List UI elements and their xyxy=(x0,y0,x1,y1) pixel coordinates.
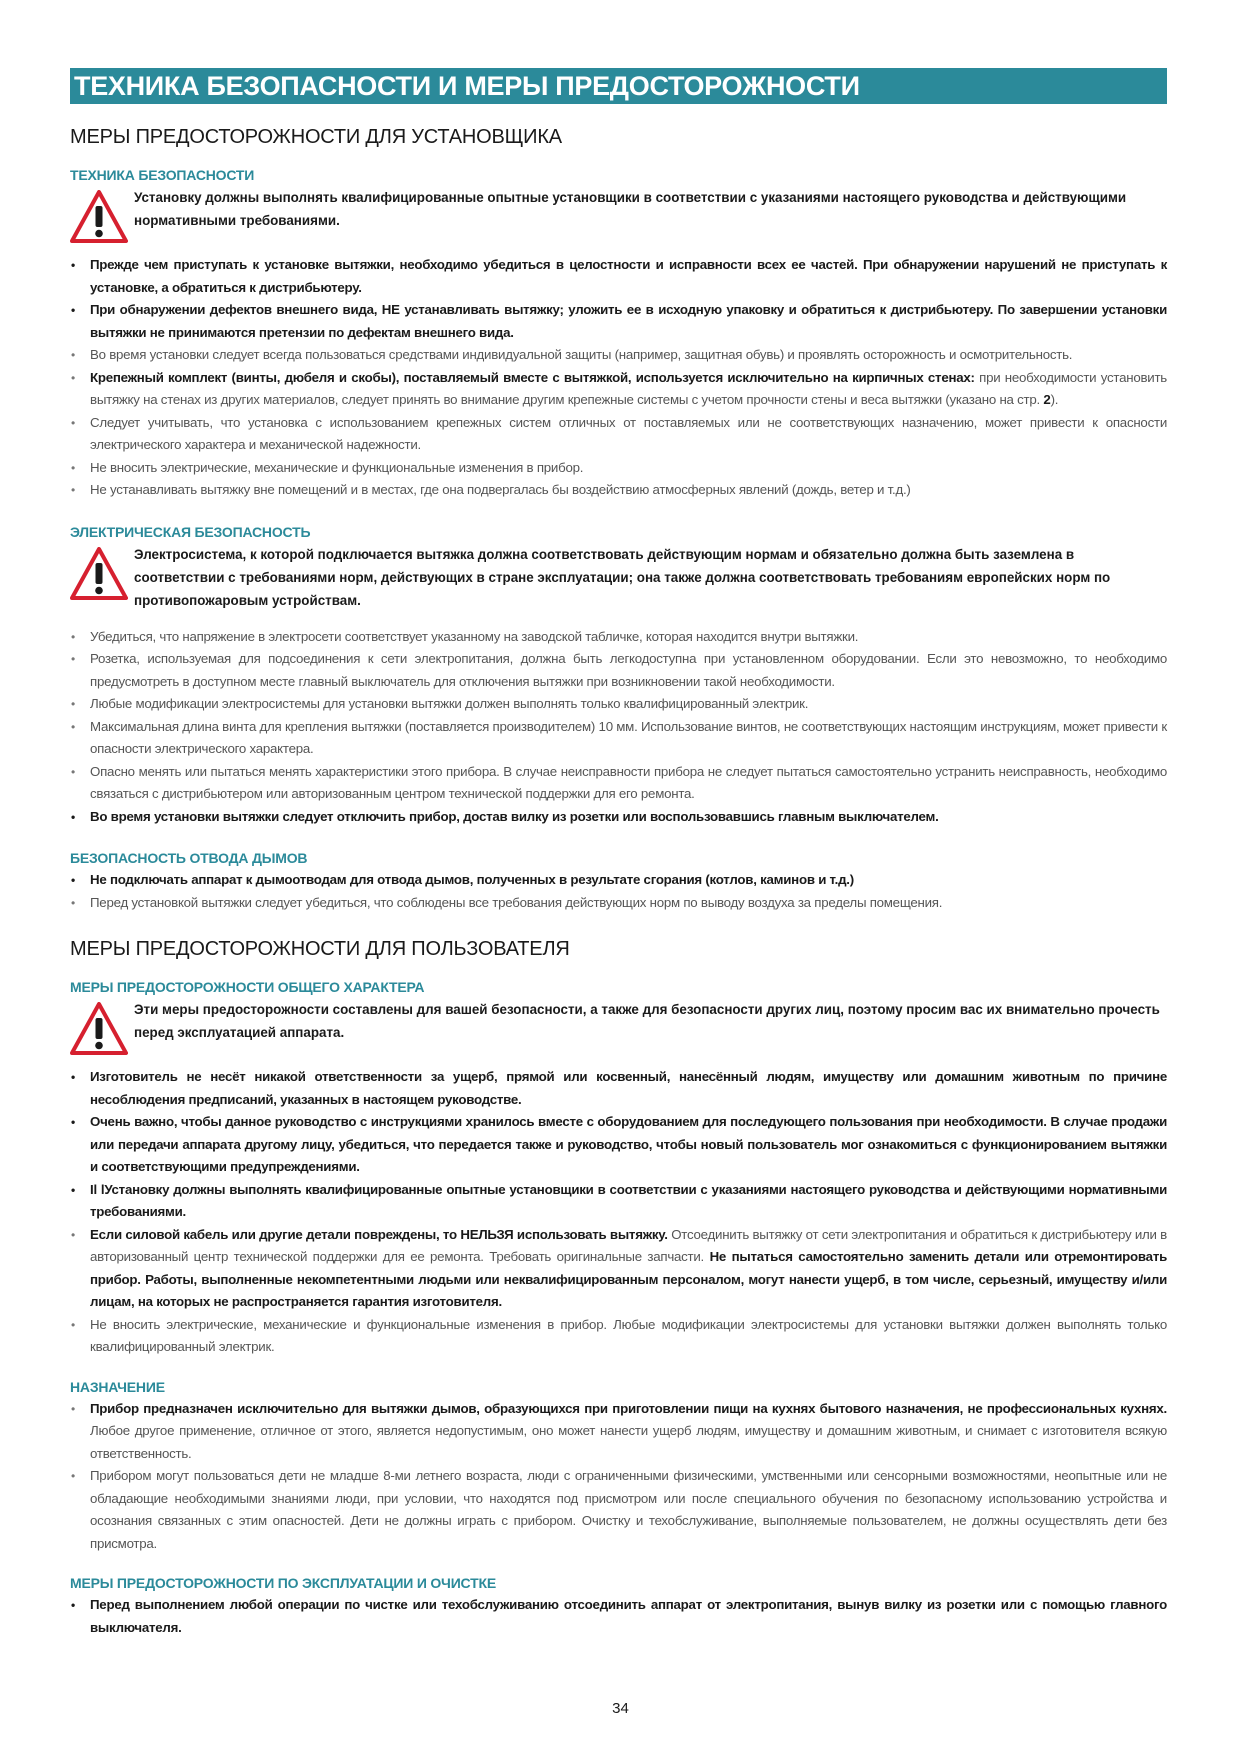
cleaning-title: МЕРЫ ПРЕДОСТОРОЖНОСТИ ПО ЭКСПЛУАТАЦИИ И ОЧИСТКЕ xyxy=(70,1575,496,1591)
list-item: • Не вносить электрические, механические и функциональные изменения в прибор. xyxy=(70,457,1167,480)
list-item: • Не устанавливать вытяжку вне помещений и в местах, где она подвергалась бы воздействию атмосферных явлений (дождь, ветер и т.д.) xyxy=(70,479,1167,502)
list-item: • Во время установки вытяжки следует отключить прибор, достав вилку из розетки или воспользовавшись главным выключателем. xyxy=(70,806,1167,829)
smoke-title: БЕЗОПАСНОСТЬ ОТВОДА ДЫМОВ xyxy=(70,850,308,866)
list-item-text: Отсоединить вытяжку от сети электропитания и обратиться к дистрибьютеру или в авторизованный центр технической поддержки для ее ремонта. Требовать оригинальные запчасти. xyxy=(90,1226,1167,1264)
user-heading: МЕРЫ ПРЕДОСТОРОЖНОСТИ ДЛЯ ПОЛЬЗОВАТЕЛЯ xyxy=(70,938,570,960)
warning-triangle-icon xyxy=(70,1002,128,1056)
list-item: • Максимальная длина винта для крепления вытяжки (поставляется производителем) 10 мм. Использование винтов, не соответствующих настоящим инструкциям, может привести к опасности электрического характера. xyxy=(70,716,1167,761)
list-item: • Очень важно, чтобы данное руководство с инструкциями хранилось вместе с оборудованием для последующего пользования при необходимости. В случае продажи или передачи аппарата другому лицу, убедиться, что передается также и руководство, чтобы новый пользователь мог ознакомиться с функционированием вытяжки и соответствующими предупреждениями. xyxy=(70,1111,1167,1179)
electrical-warning-text: Электросистема, к которой подключается вытяжка должна соответствовать действующим нормам и обязательно должна быть заземлена в соответствии с требованиями норм, действующих в стране эксплуатации; она также должна соответствовать требованиям европейских норм по противопожаровым устройствам. xyxy=(134,546,1111,608)
general-warning-text: Эти меры предосторожности составлены для вашей безопасности, а также для безопасности других лиц, поэтому просим вас их внимательно прочесть перед эксплуатацией аппарата. xyxy=(134,1002,1160,1040)
list-item: • Перед выполнением любой операции по чистке или техобслуживанию отсоединить аппарат от электропитания, вынув вилку из розетки или с помощью главного выключателя. xyxy=(70,1594,1167,1639)
general-title: МЕРЫ ПРЕДОСТОРОЖНОСТИ ОБЩЕГО ХАРАКТЕРА xyxy=(70,979,425,995)
installer-heading: МЕРЫ ПРЕДОСТОРОЖНОСТИ ДЛЯ УСТАНОВЩИКА xyxy=(70,126,562,148)
purpose-list xyxy=(70,1398,1167,1556)
list-item xyxy=(70,1398,1167,1466)
list-item: • Il lУстановку должны выполнять квалифицированные опытные установщики в соответствии с указаниями настоящего руководства и действующими нормативными требованиями. xyxy=(70,1179,1167,1224)
list-item: • Убедиться, что напряжение в электросети соответствует указанному на заводской табличке, которая находится внутри вытяжки. xyxy=(70,626,1167,649)
list-item xyxy=(70,1224,1167,1314)
list-item: • Любые модификации электросистемы для установки вытяжки должен выполнять только квалифицированный электрик. xyxy=(70,693,1167,716)
warning-triangle-icon xyxy=(70,190,128,244)
list-item: • Прежде чем приступать к установке вытяжки, необходимо убедиться в целостности и исправности всех ее частей. При обнаружении нарушений не приступать к установке, а обратиться к дистрибьютеру. xyxy=(70,254,1167,299)
general-warning-block xyxy=(70,998,1167,1056)
list-item: • Розетка, используемая для подсоединения к сети электропитания, должна быть легкодоступна при установленном оборудовании. Если это невозможно, то необходимо предусмотреть в доступном месте главный выключатель для отключения вытяжки при возникновении такой необходимости. xyxy=(70,648,1167,693)
list-item-bold: Не пытаться самостоятельно заменить детали или отремонтировать прибор. Работы, выполненные некомпетентными людьми или неквалифицированным персоналом, могут нанести ущерб, в том числе, серьезный, имуществу и/или лицам, на которых не распространяется гарантия изготовителя. xyxy=(90,1249,1168,1309)
list-item-bold: Прибор предназначен исключительно для вытяжки дымов, образующихся при приготовлении пищи на кухнях бытового назначения, не профессиональных кухнях. xyxy=(90,1400,1167,1416)
list-item-text: при необходимости установить вытяжку на стенах из других материалов, следует принять во внимание другим крепежные системы с учетом прочности стены и веса вытяжки (указано на стр. xyxy=(90,369,1167,407)
list-item: • Во время установки следует всегда пользоваться средствами индивидуальной защиты (например, защитная обувь) и проявлять осторожность и осмотрительность. xyxy=(70,344,1167,367)
list-item: • Опасно менять или пытаться менять характеристики этого прибора. В случае неисправности прибора не следует пытаться самостоятельно устранить неисправность, необходимо связаться с дистрибьютером или авторизованным центром технической поддержки для его ремонта. xyxy=(70,761,1167,806)
list-item-bold: Если силовой кабель или другие детали повреждены, то НЕЛЬЗЯ использовать вытяжку. xyxy=(90,1226,668,1242)
general-list xyxy=(70,1066,1167,1359)
safety-title: ТЕХНИКА БЕЗОПАСНОСТИ xyxy=(70,167,255,183)
list-item: • При обнаружении дефектов внешнего вида, НЕ устанавливать вытяжку; уложить ее в исходную упаковку и обратиться к дистрибьютеру. По завершении установки вытяжки не принимаются претензии по дефектам внешнего вида. xyxy=(70,299,1167,344)
safety-warning-block xyxy=(70,186,1167,244)
page-banner: ТЕХНИКА БЕЗОПАСНОСТИ И МЕРЫ ПРЕДОСТОРОЖНОСТИ xyxy=(70,68,1167,104)
page-ref: 2 xyxy=(1043,392,1051,407)
electrical-list xyxy=(70,626,1167,829)
list-item-bold: Крепежный комплект (винты, дюбеля и скобы), поставляемый вместе с вытяжкой, используется исключительно на кирпичных стенах: xyxy=(90,369,975,385)
list-item: • Не подключать аппарат к дымоотводам для отвода дымов, полученных в результате сгорания (котлов, каминов и т.д.) xyxy=(70,869,1167,892)
list-item: • Прибором могут пользоваться дети не младше 8-ми летнего возраста, люди с ограниченными физическими, умственными или сенсорными возможностями, неопытные или не обладающие необходимыми знаниями люди, при условии, что находятся под присмотром или после специального обучения по безопасному использованию устройства и осознания связанных с этим опасностей. Дети не должны играть с прибором. Очистку и техобслуживание, выполняемые пользователем, не должны осуществлять дети без присмотра. xyxy=(70,1465,1167,1555)
list-item-text: ). xyxy=(1050,392,1059,407)
purpose-title: НАЗНАЧЕНИЕ xyxy=(70,1378,165,1395)
safety-list xyxy=(70,254,1167,502)
list-item: • Перед установкой вытяжки следует убедиться, что соблюдены все требования действующих норм по выводу воздуха за пределы помещения. xyxy=(70,892,1167,915)
electrical-title: ЭЛЕКТРИЧЕСКАЯ БЕЗОПАСНОСТЬ xyxy=(70,523,311,540)
cleaning-list xyxy=(70,1594,1167,1639)
warning-triangle-icon xyxy=(70,547,128,601)
list-item: • Не вносить электрические, механические и функциональные изменения в прибор. Любые модификации электросистемы для установки вытяжки должен выполнять только квалифицированный электрик. xyxy=(70,1314,1167,1359)
smoke-list xyxy=(70,869,1167,914)
list-item xyxy=(70,367,1167,412)
list-item: • Изготовитель не несёт никакой ответственности за ущерб, прямой или косвенный, нанесённый людям, имуществу или домашним животным по причине несоблюдения предписаний, указанных в настоящем руководстве. xyxy=(70,1066,1167,1111)
electrical-warning-block xyxy=(70,543,1167,612)
page-number: 34 xyxy=(612,1700,629,1717)
safety-warning-text: Установку должны выполнять квалифицированные опытные установщики в соответствии с указаниями настоящего руководства и действующими нормативными требованиями. xyxy=(134,190,1127,228)
list-item: • Следует учитывать, что установка с использованием крепежных систем отличных от поставляемых или не соответствующих назначению, может привести к опасности электрического характера и механической надежности. xyxy=(70,412,1167,457)
list-item-text: Любое другое применение, отличное от этого, является недопустимым, оно может нанести ущерб людям, имуществу и домашним животным, и снимает с изготовителя всякую ответственность. xyxy=(90,1423,1167,1461)
